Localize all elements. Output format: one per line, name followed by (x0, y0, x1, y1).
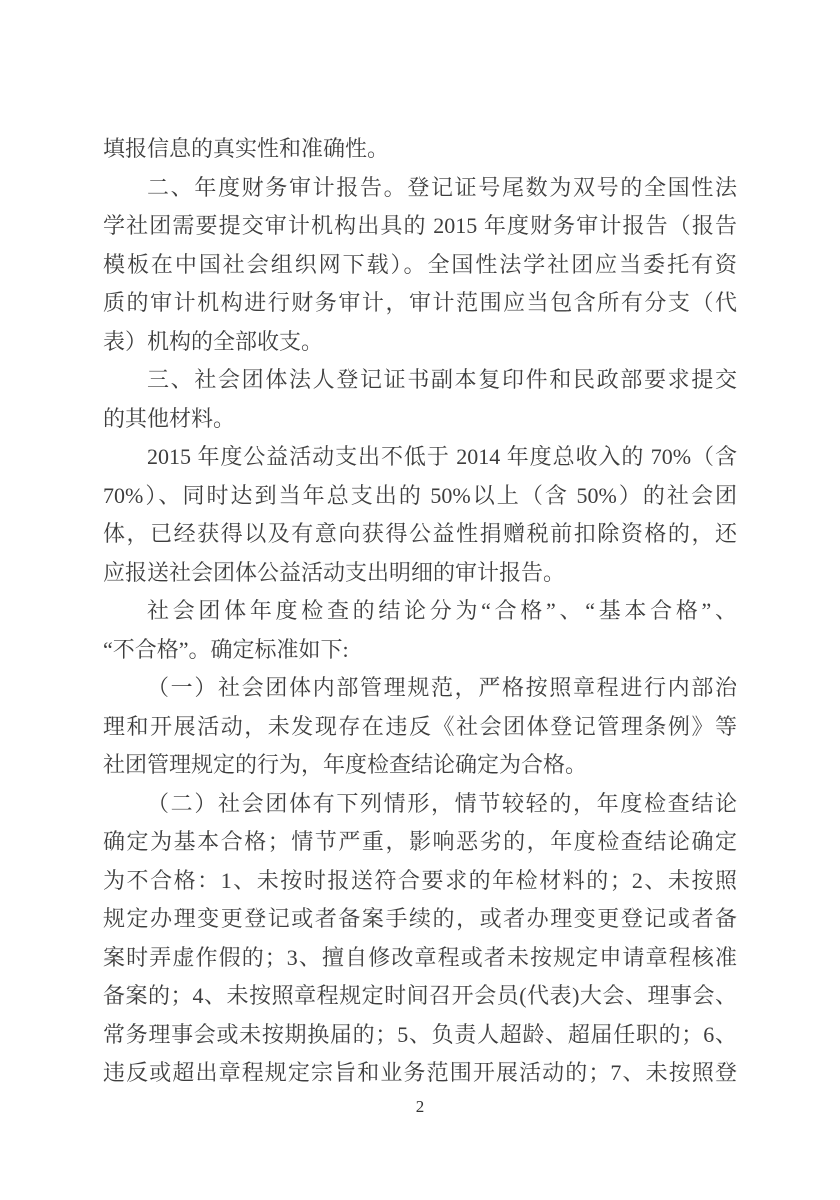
text-line: （二）社会团体有下列情形，情节较轻的，年度检查结论 (147, 790, 737, 816)
text-line: 案时弄虚作假的；3、擅自修改章程或者未按规定申请章程核准 (103, 944, 737, 970)
text-line: 理和开展活动，未发现存在违反《社会团体登记管理条例》等 (103, 713, 737, 739)
text-line: 应报送社会团体公益活动支出明细的审计报告。 (103, 559, 566, 585)
page-footer (0, 1097, 840, 1117)
text-line: 规定办理变更登记或者备案手续的，或者办理变更登记或者备 (103, 906, 737, 931)
text-line: 确定为基本合格；情节严重，影响恶劣的，年度检查结论确定 (103, 829, 737, 854)
text-line: “不合格”。确定标准如下: (103, 636, 349, 662)
text-line: 常务理事会或未按期换届的；5、负责人超龄、超届任职的；6、 (103, 1021, 737, 1047)
text-line: 学社团需要提交审计机构出具的 2015 年度财务审计报告（报告 (103, 213, 737, 238)
text-line: 为不合格：1、未按时报送符合要求的年检材料的；2、未按照 (103, 867, 737, 893)
text-line: 质的审计机构进行财务审计，审计范围应当包含所有分支（代 (103, 290, 737, 315)
text-line: 2015 年度公益活动支出不低于 2014 年度总收入的 70%（含 (147, 444, 737, 469)
page-number: 2 (415, 1097, 425, 1116)
document-body (103, 130, 737, 1093)
text-line: 填报信息的真实性和准确性。 (103, 136, 390, 161)
text-line: 备案的；4、未按照章程规定时间召开会员(代表)大会、理事会、 (103, 983, 737, 1008)
text-line: 体，已经获得以及有意向获得公益性捐赠税前扣除资格的，还 (103, 521, 737, 546)
text-line: 表）机构的全部收支。 (103, 328, 324, 354)
text-line: 70%）、同时达到当年总支出的 50%以上（含 50%）的社会团 (103, 482, 737, 508)
text-line: （一）社会团体内部管理规范，严格按照章程进行内部治 (147, 675, 737, 700)
text-line: 社团管理规定的行为，年度检查结论确定为合格。 (103, 752, 588, 777)
text-line: 模板在中国社会组织网下载）。全国性法学社团应当委托有资 (103, 251, 737, 277)
text-line: 三、社会团体法人登记证书副本复印件和民政部要求提交 (147, 367, 737, 392)
text-line: 社会团体年度检查的结论分为“合格”、“基本合格”、 (147, 598, 737, 623)
text-line: 违反或超出章程规定宗旨和业务范围开展活动的；7、未按照登 (103, 1060, 737, 1085)
text-line: 二、年度财务审计报告。登记证号尾数为双号的全国性法 (147, 174, 737, 200)
text-line: 的其他材料。 (103, 405, 236, 431)
